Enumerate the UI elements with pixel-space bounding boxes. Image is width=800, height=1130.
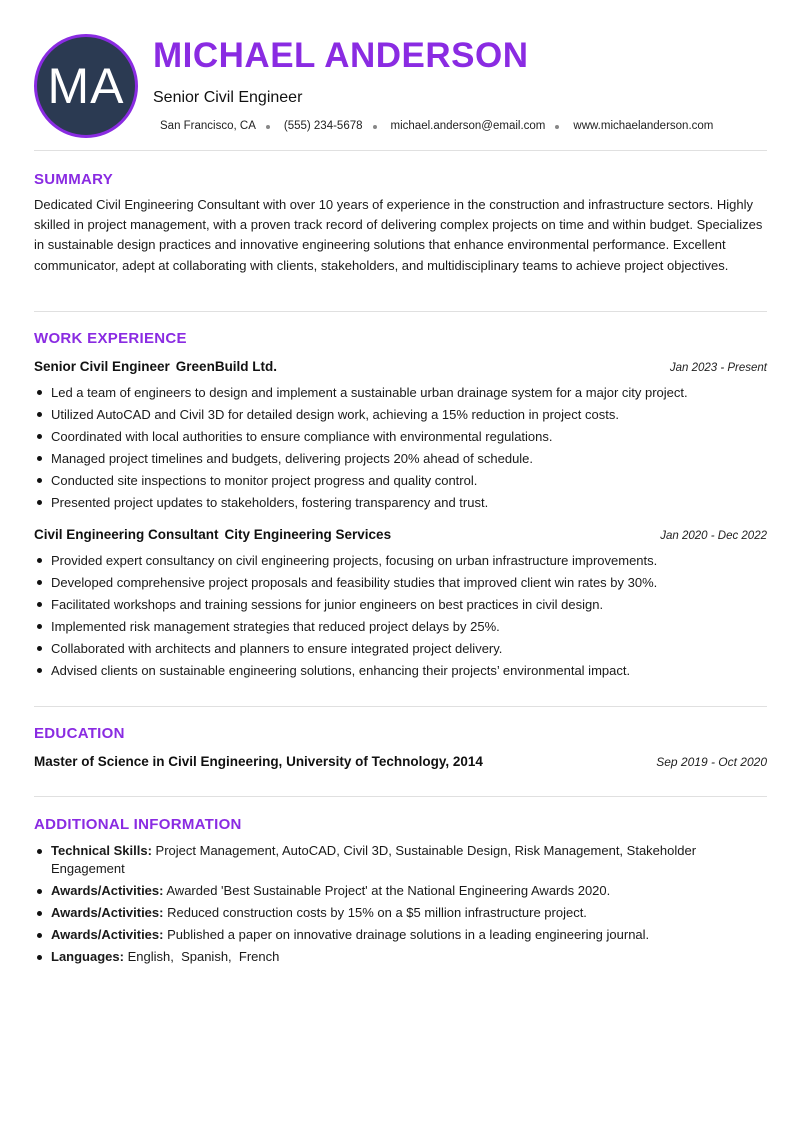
additional-info-heading: ADDITIONAL INFORMATION [34,816,242,833]
list-item: Coordinated with local authorities to ensure compliance with environmental regulations. [34,429,767,444]
list-item [34,926,767,944]
list-item: Collaborated with architects and planners to ensure integrated project delivery. [34,641,767,656]
divider [34,150,767,151]
job-role [34,359,277,374]
list-item [34,842,767,878]
item-label: Awards/Activities: [51,927,164,942]
job-bullets [34,553,767,685]
list-item: Utilized AutoCAD and Civil 3D for detailed design work, achieving a 15% reduction in project costs. [34,407,767,422]
divider [34,311,767,312]
list-item: Conducted site inspections to monitor project progress and quality control. [34,473,767,488]
list-item: Led a team of engineers to design and implement a sustainable urban drainage system for a major city project. [34,385,767,400]
list-item: Implemented risk management strategies that reduced project delays by 25%. [34,619,767,634]
contact-bar [160,120,713,132]
separator-dot-icon [373,125,377,129]
avatar-initials: MA [47,58,125,114]
separator-dot-icon [555,125,559,129]
education-degree: Master of Science in Civil Engineering, University of Technology, 2014 [34,754,483,769]
education-dates: Sep 2019 - Oct 2020 [656,755,767,769]
job-dates: Jan 2023 - Present [669,362,767,374]
contact-website[interactable]: www.michaelanderson.com [573,120,714,132]
summary-heading: SUMMARY [34,171,114,188]
additional-info-list [34,842,767,970]
contact-email[interactable]: michael.anderson@email.com [390,120,546,132]
item-text: Awarded 'Best Sustainable Project' at the National Engineering Awards 2020. [166,883,611,898]
education-heading: EDUCATION [34,725,125,742]
divider [34,706,767,707]
education-entry [34,754,767,769]
candidate-title: Senior Civil Engineer [153,89,303,106]
job-title: Senior Civil Engineer [34,359,170,374]
work-experience-heading: WORK EXPERIENCE [34,330,187,347]
list-item: Provided expert consultancy on civil engineering projects, focusing on urban infrastructure improvements. [34,553,767,568]
item-label: Awards/Activities: [51,883,164,898]
list-item: Advised clients on sustainable engineering solutions, enhancing their projects’ environmental impact. [34,663,767,678]
job-header [34,359,767,374]
item-label: Technical Skills: [51,843,152,858]
job-role [34,527,391,542]
item-text: Published a paper on innovative drainage solutions in a leading engineering journal. [167,927,650,942]
list-item: Facilitated workshops and training sessions for junior engineers on best practices in civil design. [34,597,767,612]
list-item: Presented project updates to stakeholders, fostering transparency and trust. [34,495,767,510]
candidate-name: MICHAEL ANDERSON [153,36,529,75]
contact-location: San Francisco, CA [160,120,256,132]
item-label: Awards/Activities: [51,905,164,920]
job-company: GreenBuild Ltd. [175,359,278,374]
job-dates: Jan 2020 - Dec 2022 [660,530,767,542]
divider [34,796,767,797]
avatar [34,34,138,138]
item-label: Languages: [51,949,124,964]
list-item [34,948,767,966]
item-text: Reduced construction costs by 15% on a $5 million infrastructure project. [167,905,587,920]
job-bullets [34,385,767,517]
list-item: Developed comprehensive project proposals and feasibility studies that improved client win rates by 30%. [34,575,767,590]
item-text: English, Spanish, French [127,949,280,964]
item-text: Project Management, AutoCAD, Civil 3D, Sustainable Design, Risk Management, Stakeholder Engagement [51,843,697,876]
summary-text: Dedicated Civil Engineering Consultant with over 10 years of experience in the construction and infrastructure sectors. Highly skilled in project management, with a proven track record of delivering complex projects on time and within budget. Specializes in sustainable design practices and innovative engineering solutions that enhance environmental performance. Excellent communicator, adept at collaborating with clients, stakeholders, and multidisciplinary teams to achieve project objectives. [34,197,763,273]
list-item [34,904,767,922]
contact-phone: (555) 234-5678 [283,120,363,132]
separator-dot-icon [266,125,270,129]
list-item: Managed project timelines and budgets, delivering projects 20% ahead of schedule. [34,451,767,466]
job-title: Civil Engineering Consultant [34,527,219,542]
job-company: City Engineering Services [224,527,392,542]
list-item [34,882,767,900]
job-header [34,527,767,542]
